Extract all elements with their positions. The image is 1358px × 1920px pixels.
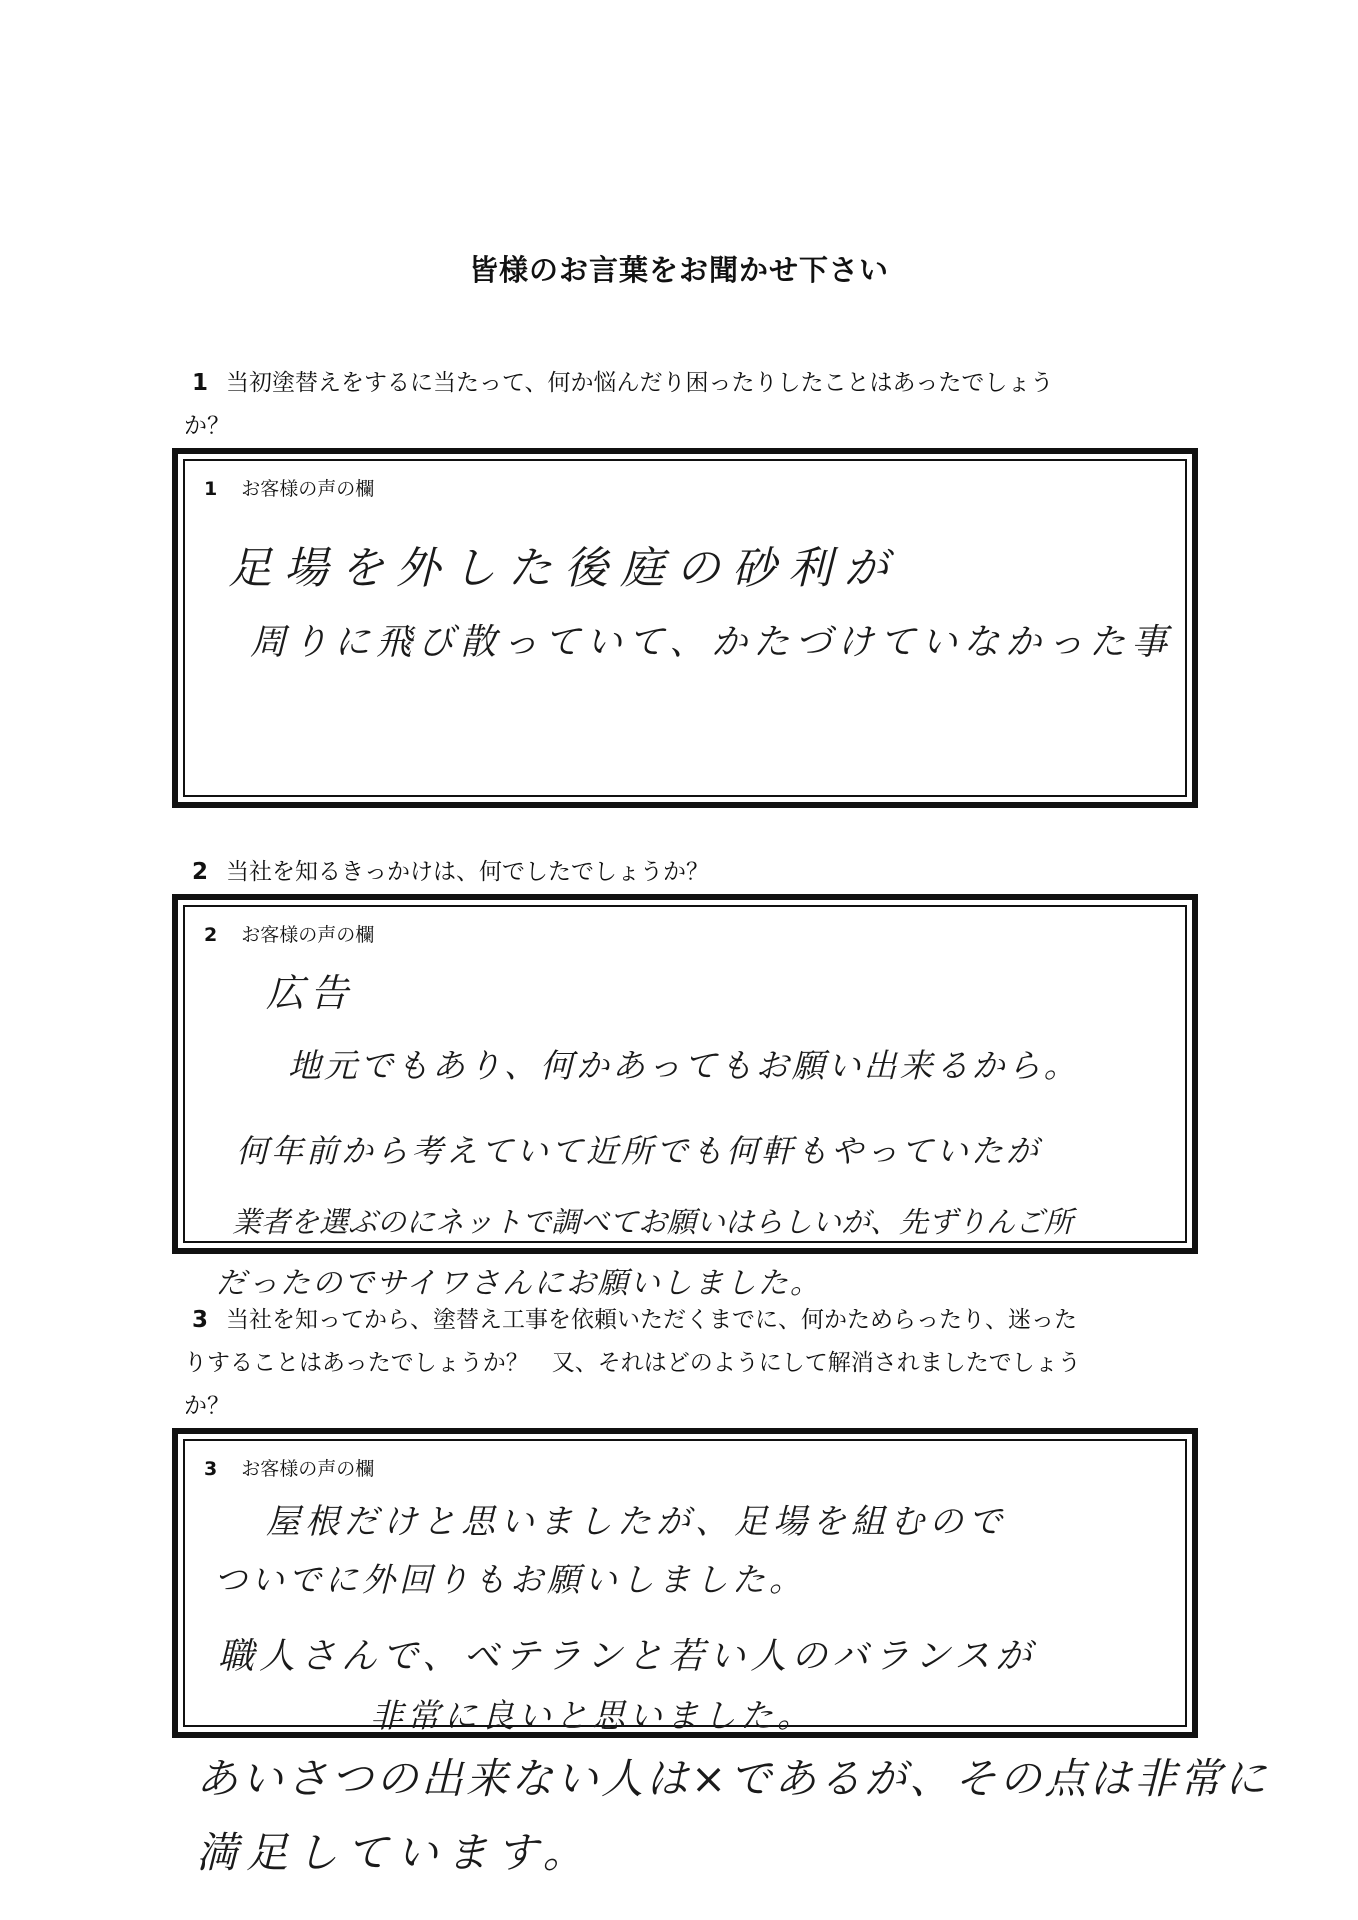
handwritten-answer-line: 業者を選ぶのにネットで調べてお願いはらしいが、先ずりんご所 [232,1205,1074,1239]
question-number: 3 [192,1307,209,1333]
handwritten-answer-line: 広告 [266,971,355,1015]
question-2 [192,851,1172,894]
box-label: 3 お客様の声の欄 [204,1458,375,1480]
question-text: 当社を知ってから、塗替え工事を依頼いただくまでに、何かためらったり、迷った [226,1307,1078,1333]
handwritten-answer-line: 何年前から考えていて近所でも何軒もやっていたが [236,1132,1042,1170]
handwritten-answer-line: 屋根だけと思いましたが、足場を組むので [266,1502,1007,1542]
box-label: 1 お客様の声の欄 [204,478,375,500]
question-text: か？ [184,1393,230,1419]
answer-box-2 [172,894,1198,1254]
handwritten-answer-line: 非常に良いと思いました。 [370,1696,814,1735]
question-text: か？ [184,413,230,439]
answer-box-3 [172,1428,1198,1738]
box-label: 2 お客様の声の欄 [204,924,375,946]
question-number: 2 [192,859,209,885]
handwritten-answer-line: ついでに外回りもお願いしました。 [214,1560,806,1599]
question-text: 当社を知るきっかけは、何でしたでしょうか？ [226,859,710,885]
answer-box-1 [172,448,1198,808]
handwritten-answer-line: 足場を外した後庭の砂利が [228,543,900,594]
handwritten-answer-line: あいさつの出来ない人は×であるが、その点は非常に [196,1754,1270,1803]
question-text: 当初塗替えをするに当たって、何か悩んだり困ったりしたことはあったでしょう [226,370,1054,396]
handwritten-answer-line: 満足しています。 [196,1828,593,1877]
page-title: 皆様のお言葉をお聞かせ下さい [468,253,889,287]
question-3 [184,1299,1172,1428]
question-text: りすることはあったでしょうか？ 又、それはどのようにして解消されましたでしょう [184,1350,1081,1376]
handwritten-answer-line: だったのでサイワさんにお願いしました。 [216,1266,822,1301]
question-number: 1 [192,370,209,396]
handwritten-answer-line: 周りに飛び散っていて、かたづけていなかった事 [250,622,1174,663]
handwritten-answer-line: 職人さんで、ベテランと若い人のバランスが [218,1636,1037,1677]
handwritten-answer-line: 地元でもあり、何かあってもお願い出来るから。 [288,1046,1080,1085]
question-1 [184,362,1172,448]
